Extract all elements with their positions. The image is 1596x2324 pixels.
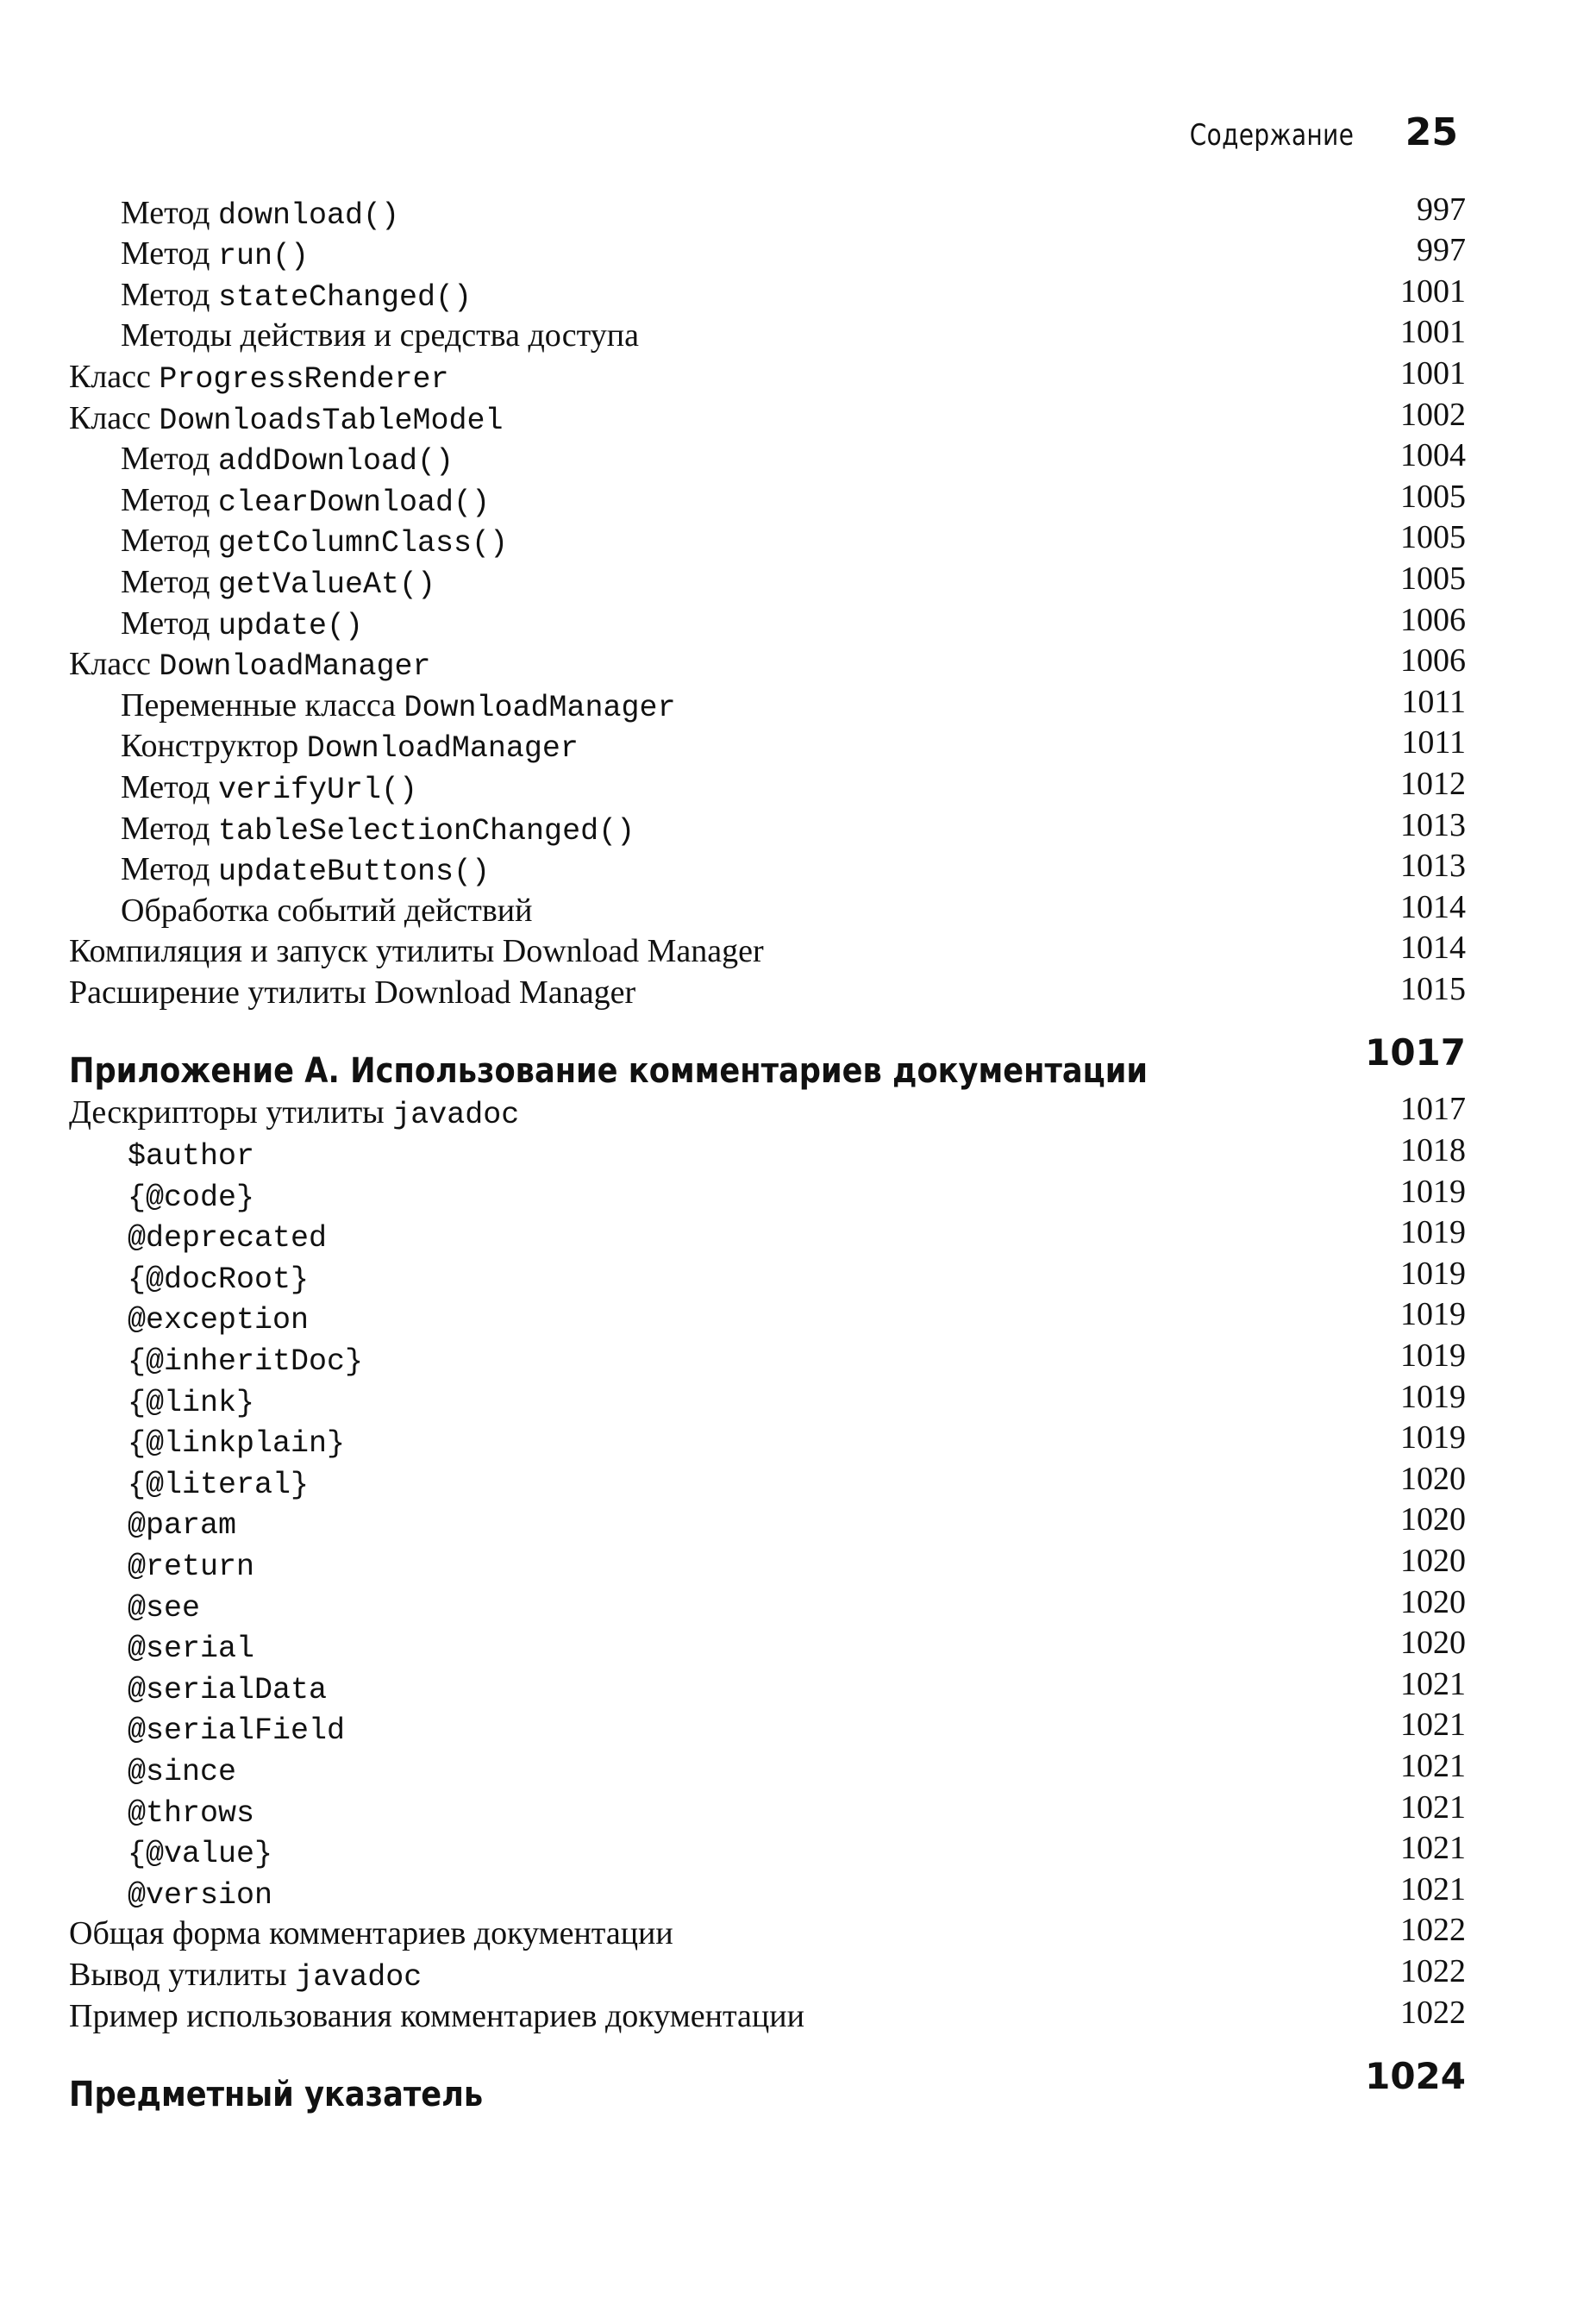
- toc-page-number: 1017: [1365, 1030, 1466, 1074]
- toc-entry-code: @throws: [128, 1795, 255, 1831]
- toc-page-number: 1006: [1400, 601, 1466, 638]
- toc-entry: [69, 1582, 1466, 1624]
- toc-entry-text: Класс: [69, 399, 160, 436]
- toc-entry-code: {@literal}: [128, 1467, 310, 1502]
- toc-entry: [69, 1377, 1466, 1419]
- toc-page-number: 1013: [1400, 848, 1466, 885]
- toc-entry-code: javadoc: [392, 1098, 520, 1133]
- toc-entry-title: [69, 1466, 309, 1500]
- toc-entry-text: Расширение утилиты Download Manager: [69, 974, 636, 1011]
- toc-page-number: 1021: [1400, 1747, 1466, 1784]
- toc-entry: [69, 395, 1466, 436]
- toc-entry-title: [69, 1507, 237, 1544]
- toc-entry-code: @serialData: [128, 1672, 328, 1707]
- toc-entry-title: [69, 399, 504, 438]
- toc-page-number: 997: [1417, 232, 1466, 269]
- toc-entry: [69, 1090, 1466, 1131]
- toc-entry: [69, 559, 1466, 600]
- toc-entry: [69, 313, 1466, 354]
- toc-entry-title: [69, 728, 579, 767]
- toc-entry-text: Общая форма комментариев документации: [69, 1915, 673, 1952]
- toc-page-number: 1019: [1400, 1337, 1466, 1375]
- toc-entry: [69, 600, 1466, 642]
- toc-entry-code: @exception: [128, 1303, 310, 1338]
- toc-entry: [69, 929, 1466, 970]
- toc-entry-text: Метод: [121, 604, 218, 642]
- toc-page-number: 1021: [1400, 1830, 1466, 1867]
- toc-entry-title: [69, 481, 491, 520]
- toc-page-number: 1021: [1400, 1870, 1466, 1907]
- toc-entry: [69, 724, 1466, 765]
- toc-entry-title: [69, 1671, 327, 1706]
- toc-entry: [69, 518, 1466, 560]
- toc-entry: [69, 1419, 1466, 1460]
- toc-entry: [69, 1624, 1466, 1665]
- toc-entry-code: addDownload(): [218, 444, 454, 479]
- toc-entry: [69, 805, 1466, 847]
- toc-entry-code: @since: [128, 1754, 237, 1789]
- toc-entry-text: Обработка событий действий: [121, 892, 533, 929]
- toc-entry-text: Метод: [121, 235, 218, 272]
- toc-entry-code: verifyUrl(): [218, 772, 418, 807]
- toc-page-number: 1021: [1400, 1665, 1466, 1702]
- toc-entry-title: [69, 1917, 673, 1951]
- toc-entry-code: @version: [128, 1877, 273, 1913]
- toc-entry: [69, 682, 1466, 724]
- toc-entry-text: Дескрипторы утилиты: [69, 1094, 393, 1131]
- toc-page-number: 1004: [1400, 437, 1466, 474]
- toc-entry-code: @deprecated: [128, 1221, 328, 1256]
- toc-entry: [69, 272, 1466, 313]
- toc-entry-title: [69, 768, 418, 807]
- toc-entry-title: [69, 1548, 254, 1582]
- toc-entry: [69, 1870, 1466, 1911]
- toc-entry-code: javadoc: [295, 1959, 422, 1995]
- toc-entry-title: [69, 935, 764, 969]
- page-number: 25: [1405, 110, 1458, 154]
- toc-entry-title: [69, 1753, 236, 1788]
- toc-entry: [69, 1336, 1466, 1380]
- toc-entry-text: Метод: [121, 768, 218, 805]
- toc-page-number: 1021: [1400, 1707, 1466, 1744]
- toc-entry-title: [69, 360, 448, 395]
- toc-entry-code: @see: [128, 1590, 201, 1626]
- toc-entry-code: @serial: [128, 1632, 255, 1667]
- toc-entry-text: Метод: [121, 276, 218, 313]
- toc-entry-title: [69, 1050, 1148, 1091]
- toc-entry-title: [69, 276, 473, 315]
- toc-heading: [69, 2039, 1466, 2114]
- toc-entry-title: [69, 563, 436, 602]
- toc-entry-code: DownloadsTableModel: [159, 403, 504, 438]
- toc-entry-code: {@docRoot}: [128, 1262, 310, 1297]
- toc-entry: [69, 1746, 1466, 1788]
- toc-entry-code: ProgressRenderer: [159, 361, 449, 397]
- toc-entry: [69, 1829, 1466, 1870]
- toc-entry-title: [69, 646, 431, 685]
- toc-entry-text: Метод: [121, 441, 218, 478]
- toc-page-number: 1020: [1400, 1460, 1466, 1497]
- toc-page-number: 1019: [1400, 1255, 1466, 1292]
- running-header-title: Содержание: [1189, 118, 1354, 153]
- toc-page-number: 1019: [1400, 1378, 1466, 1415]
- toc-entry-title: [69, 851, 491, 890]
- toc-entry-title: [69, 1301, 309, 1336]
- toc-entry-text: Компиляция и запуск утилиты Download Manager: [69, 933, 764, 970]
- toc-entry-code: @serialField: [128, 1713, 346, 1749]
- toc-entry-title: [69, 1589, 200, 1624]
- toc-entry: [69, 1295, 1466, 1337]
- toc-entry-code: {@code}: [128, 1180, 255, 1215]
- toc-page-number: 1024: [1365, 2054, 1466, 2097]
- toc-heading: [69, 1016, 1466, 1090]
- toc-page-number: 1015: [1400, 970, 1466, 1007]
- toc-entry-text: Метод: [121, 523, 218, 560]
- toc-page-number: 1001: [1400, 314, 1466, 351]
- toc-entry-code: clearDownload(): [218, 485, 491, 520]
- toc-entry-title: [69, 1343, 364, 1380]
- toc-entry-title: [69, 1179, 254, 1213]
- toc-entry-title: [69, 319, 639, 354]
- toc-entry-code: DownloadManager: [159, 649, 431, 685]
- toc-entry-text: Методы действия и средства доступа: [121, 317, 639, 354]
- toc-entry: [69, 190, 1466, 231]
- toc-page-number: 1013: [1400, 806, 1466, 843]
- toc-page-number: 1021: [1400, 1788, 1466, 1826]
- toc-entry-title: [69, 1958, 422, 1993]
- toc-entry: [69, 436, 1466, 478]
- toc-page-number: 1019: [1400, 1419, 1466, 1456]
- toc-entry: [69, 1459, 1466, 1500]
- toc-page-number: 1017: [1400, 1091, 1466, 1128]
- toc-entry-title: [69, 1876, 272, 1911]
- toc-entry-code: updateButtons(): [218, 855, 491, 890]
- toc-entry-title: [69, 1096, 519, 1131]
- toc-entry-text: Метод: [121, 481, 218, 518]
- toc-entry-code: download(): [218, 197, 400, 233]
- toc-page-number: 1019: [1400, 1296, 1466, 1333]
- toc-entry-text: Класс: [69, 358, 160, 395]
- toc-entry: [69, 1993, 1466, 2034]
- toc-page-number: 1011: [1401, 683, 1466, 720]
- toc-entry-title: [69, 894, 532, 929]
- toc-entry-text: Переменные класса: [121, 686, 404, 724]
- toc-entry-text: Приложение А. Использование комментариев документации: [69, 1050, 1148, 1091]
- toc-page-number: 1014: [1400, 930, 1466, 967]
- toc-entry-text: Метод: [121, 194, 218, 231]
- toc-page-number: 1001: [1400, 272, 1466, 310]
- toc-entry-title: [69, 1219, 327, 1254]
- toc-entry: [69, 1213, 1466, 1255]
- toc-page-number: 1022: [1400, 1912, 1466, 1949]
- toc-page-number: 1006: [1400, 642, 1466, 680]
- toc-entry: [69, 1131, 1466, 1175]
- toc-page-number: 1020: [1400, 1583, 1466, 1620]
- toc-entry-code: tableSelectionChanged(): [218, 813, 635, 849]
- toc-entry-title: [69, 1795, 254, 1829]
- toc-page-number: 1022: [1400, 1952, 1466, 1989]
- toc-entry-title: [69, 524, 508, 559]
- toc-entry-text: Класс: [69, 646, 160, 683]
- toc-entry-title: [69, 1384, 254, 1419]
- toc-entry-code: {@link}: [128, 1385, 255, 1420]
- toc-entry-title: [69, 1630, 255, 1667]
- toc-entry: [69, 1254, 1466, 1295]
- toc-entry: [69, 642, 1466, 683]
- toc-entry-title: [69, 812, 635, 847]
- toc-page-number: 1005: [1400, 478, 1466, 515]
- toc-page-number: 1001: [1400, 354, 1466, 392]
- running-header: [1154, 110, 1459, 166]
- toc-entry-text: Пример использования комментариев документации: [69, 1997, 804, 2034]
- toc-entry-code: @param: [128, 1508, 237, 1544]
- toc-page-number: 1020: [1400, 1543, 1466, 1579]
- table-of-contents: [69, 190, 1466, 2114]
- toc-entry-title: [69, 442, 454, 477]
- toc-entry-title: [69, 2074, 484, 2114]
- toc-entry-text: Вывод утилиты: [69, 1956, 296, 1993]
- toc-entry-title: [69, 1997, 804, 2034]
- toc-page-number: 1018: [1400, 1132, 1466, 1169]
- toc-page-number: 997: [1417, 191, 1466, 228]
- toc-entry-title: [69, 1137, 255, 1175]
- toc-page-number: 1019: [1400, 1173, 1466, 1210]
- toc-entry-code: stateChanged(): [218, 279, 473, 315]
- toc-entry-title: [69, 237, 309, 272]
- toc-entry-code: {@linkplain}: [128, 1426, 346, 1462]
- toc-entry-text: Метод: [121, 851, 218, 888]
- toc-entry-code: getColumnClass(): [218, 526, 509, 561]
- toc-entry: [69, 887, 1466, 929]
- toc-page-number: 1022: [1400, 1994, 1466, 2031]
- toc-entry-title: [69, 194, 400, 233]
- toc-entry: [69, 969, 1466, 1011]
- toc-page-number: 1020: [1400, 1625, 1466, 1662]
- toc-entry-code: update(): [218, 608, 364, 643]
- toc-entry: [69, 847, 1466, 888]
- toc-page-number: 1011: [1401, 724, 1466, 761]
- toc-page-number: 1005: [1400, 560, 1466, 597]
- toc-entry-code: $author: [128, 1139, 255, 1175]
- toc-entry-code: DownloadManager: [404, 690, 676, 725]
- toc-entry-code: DownloadManager: [306, 731, 579, 767]
- toc-entry: [69, 1172, 1466, 1213]
- toc-entry-text: Метод: [121, 563, 218, 600]
- toc-page-number: 1005: [1400, 519, 1466, 556]
- toc-entry-text: Конструктор: [121, 728, 307, 765]
- toc-page-number: 1019: [1400, 1214, 1466, 1251]
- toc-entry-title: [69, 1712, 346, 1749]
- toc-entry: [69, 764, 1466, 805]
- toc-entry: [69, 1664, 1466, 1706]
- toc-entry-code: @return: [128, 1550, 255, 1584]
- toc-entry-code: run(): [218, 239, 310, 274]
- toc-page-number: 1020: [1400, 1501, 1466, 1538]
- toc-entry-code: {@value}: [128, 1837, 273, 1872]
- toc-entry: [69, 1911, 1466, 1952]
- toc-entry: [69, 354, 1466, 395]
- toc-entry-title: [69, 1261, 309, 1295]
- toc-entry-title: [69, 976, 635, 1011]
- toc-entry-title: [69, 604, 364, 643]
- toc-entry-title: [69, 686, 676, 725]
- toc-page-number: 1014: [1400, 888, 1466, 925]
- toc-entry: [69, 1951, 1466, 1993]
- toc-page-number: 1012: [1400, 765, 1466, 802]
- toc-entry-text: Метод: [121, 810, 218, 847]
- toc-entry-text: Предметный указатель: [69, 2074, 484, 2114]
- toc-entry: [69, 1500, 1466, 1542]
- toc-entry: [69, 1541, 1466, 1582]
- toc-entry-title: [69, 1425, 346, 1462]
- toc-entry: [69, 1788, 1466, 1829]
- toc-entry-title: [69, 1835, 272, 1870]
- toc-entry: [69, 231, 1466, 272]
- toc-entry-code: {@inheritDoc}: [128, 1344, 364, 1380]
- toc-entry: [69, 1706, 1466, 1747]
- toc-entry: [69, 477, 1466, 518]
- toc-entry-code: getValueAt(): [218, 567, 436, 602]
- toc-page-number: 1002: [1400, 396, 1466, 433]
